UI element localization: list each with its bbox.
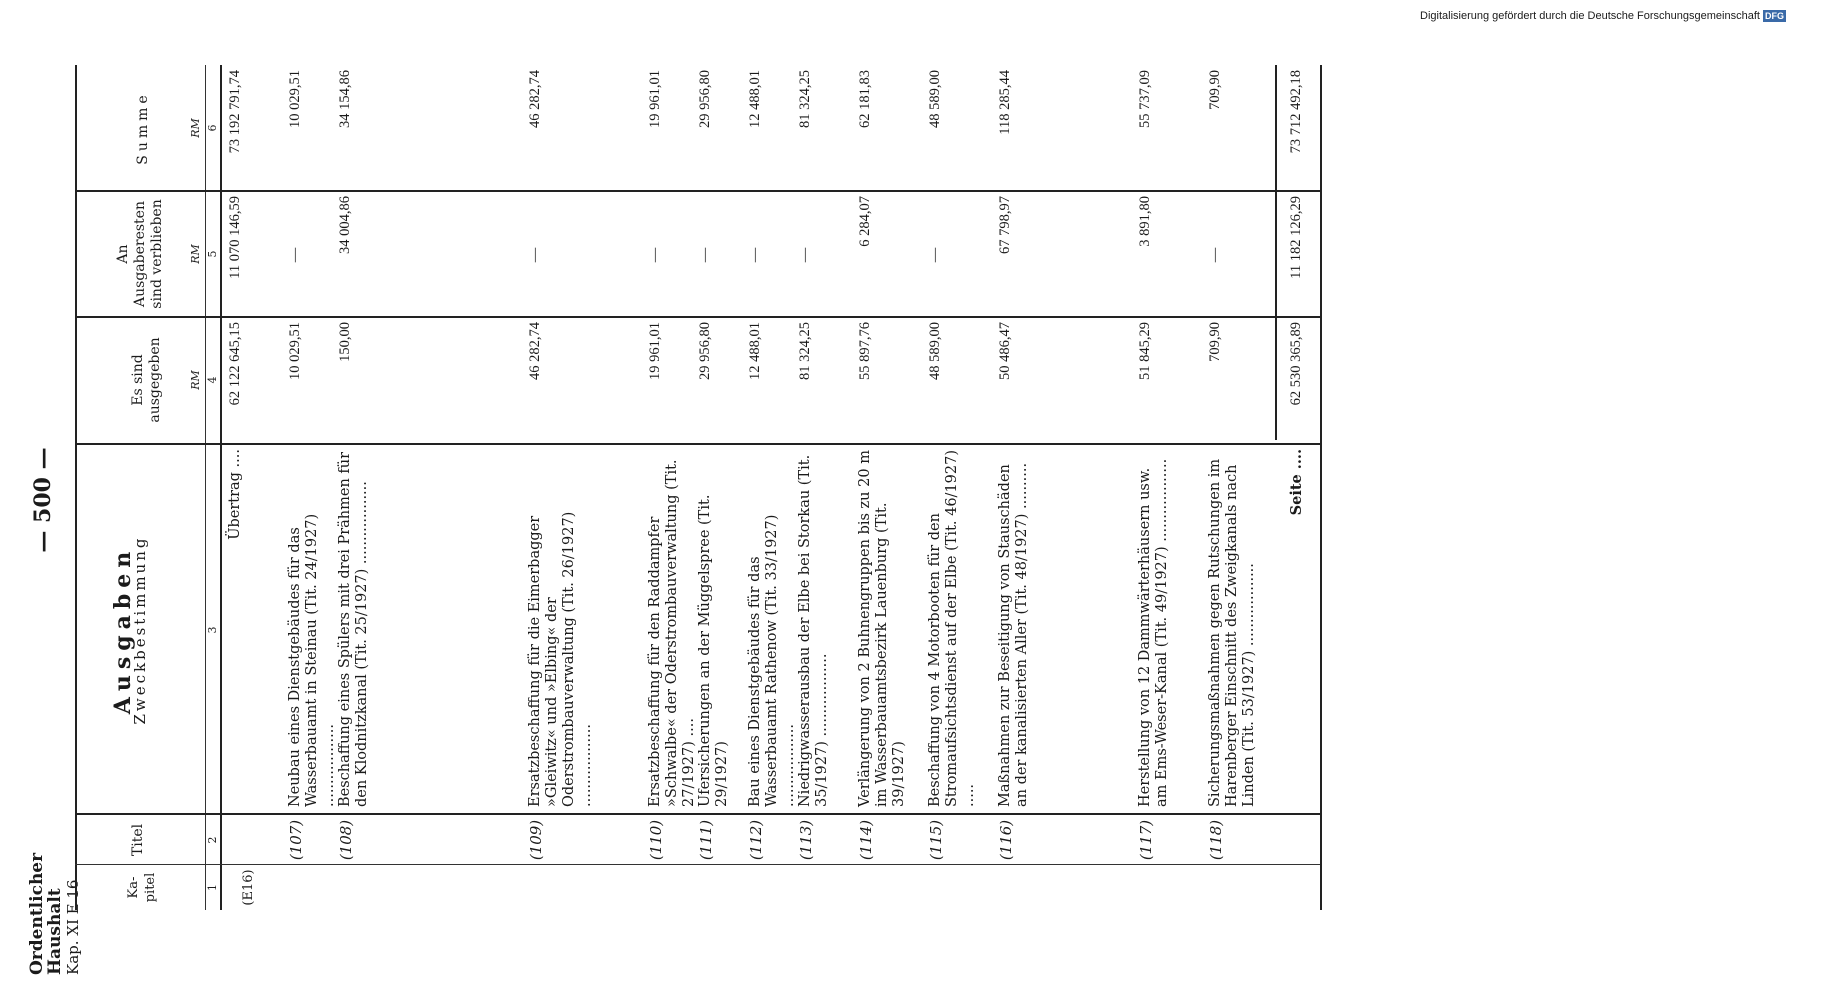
remaining-cell: —: [527, 247, 543, 263]
sum-cell: 12 488,01: [747, 70, 763, 128]
header-ausgaben: [110, 445, 149, 815]
remaining-cell: 6 284,07: [857, 196, 873, 247]
titel-cell: (112): [747, 819, 765, 861]
sum-cell: 34 154,86: [337, 70, 353, 128]
titel-cell: (108): [337, 819, 355, 861]
header-ausgaben-title: Ausgaben: [110, 545, 136, 715]
titel-cell: (116): [997, 819, 1015, 861]
sum-cell: 62 181,83: [857, 70, 873, 128]
spent-cell: 19 961,01: [647, 322, 663, 380]
remaining-cell: —: [697, 247, 713, 263]
spent-cell: 10 029,51: [287, 322, 303, 380]
unit-c4: RM: [189, 370, 202, 390]
purpose-cell: Maßnahmen zur Beseitigung von Stauschäden an der kanalisierten Aller (Tit. 48/1927) ..........: [997, 462, 1030, 807]
titel-cell: (109): [527, 819, 545, 861]
titel-cell: (113): [797, 819, 815, 861]
uebertrag-c5: 11 070 146,59: [227, 196, 243, 279]
remaining-cell: —: [927, 247, 943, 263]
titel-cell: (110): [647, 819, 665, 861]
header-zweck: Zweckbestimmung: [131, 535, 149, 725]
sum-cell: 118 285,44: [997, 70, 1013, 135]
kapitel-value: (E16): [241, 869, 256, 906]
remaining-cell: —: [287, 247, 303, 263]
sum-cell: 29 956,80: [697, 70, 713, 128]
purpose-cell: Niedrigwasserausbau der Elbe bei Storkau (Tit. 35/1927) ..................: [797, 454, 830, 807]
colnum-1: 1: [206, 884, 219, 891]
remaining-cell: —: [647, 247, 663, 263]
purpose-cell: Neubau eines Dienstgebäudes für das Wasserbauamt in Steinau (Tit. 24/1927) ..................: [287, 513, 337, 807]
seite-c5: 11 182 126,29: [1288, 196, 1304, 279]
purpose-cell: Ersatzbeschaffung für den Raddampfer »Schwalbe« der Oderstrombauverwaltung (Tit. 27/1927) ....: [647, 459, 697, 807]
spent-cell: 46 282,74: [527, 322, 543, 380]
colnum-6: 6: [206, 124, 219, 132]
remaining-cell: —: [747, 247, 763, 263]
uebertrag-c4: 62 122 645,15: [227, 322, 243, 406]
colnum-5: 5: [206, 250, 219, 258]
colnum-2: 2: [206, 836, 219, 844]
unit-c6: RM: [189, 118, 202, 138]
purpose-cell: Ersatzbeschaffung für die Eimerbagger »Gleiwitz« und »Elbing« der Oderstrombauverwaltung (Tit. 26/1927) ..................: [527, 511, 594, 807]
colnum-4: 4: [206, 376, 219, 384]
titel-cell: (117): [1137, 819, 1155, 861]
purpose-cell: Verlängerung von 2 Buhnengruppen bis zu 20 m im Wasserbauamtsbezirk Lauenburg (Tit. 39/1927): [857, 450, 907, 807]
budget-title: Ordentlicher Haushalt: [27, 852, 65, 975]
purpose-cell: Herstellung von 12 Dammwärterhäusern usw. am Ems-Weser-Kanal (Tit. 49/1927) ..................: [1137, 458, 1170, 807]
sum-cell: 10 029,51: [287, 70, 303, 128]
colnum-3: 3: [206, 626, 219, 634]
spent-cell: 709,90: [1207, 322, 1223, 362]
sum-cell: 19 961,01: [647, 70, 663, 128]
spent-cell: 81 324,25: [797, 322, 813, 380]
remaining-cell: 34 004,86: [337, 196, 353, 254]
uebertrag-row: [227, 65, 287, 910]
sum-cell: 81 324,25: [797, 70, 813, 128]
purpose-cell: Beschaffung eines Spülers mit drei Prähmen für den Klodnitzkanal (Tit. 25/1927) ..................: [337, 451, 370, 807]
titel-cell: (114): [857, 819, 875, 861]
header-ausgegeben: Es sind ausgegeben: [130, 337, 163, 423]
spent-cell: 51 845,29: [1137, 322, 1153, 380]
purpose-cell: Beschaffung von 4 Motorbooten für den Stromaufsichtsdienst auf der Elbe (Tit. 46/1927) .....: [927, 449, 977, 807]
titel-cell: (111): [697, 819, 715, 861]
seite-c4: 62 530 365,89: [1288, 322, 1304, 406]
spent-cell: 29 956,80: [697, 322, 713, 380]
seite-label: Seite ....: [1288, 449, 1305, 516]
header-kapitel: Ka-pitel: [126, 872, 158, 903]
expenditure-table: [75, 65, 1345, 910]
dfg-logo: DFG: [1764, 11, 1784, 21]
spent-cell: 50 486,47: [997, 322, 1013, 380]
sum-cell: 709,90: [1207, 70, 1223, 110]
purpose-cell: Sicherungsmaßnahmen gegen Rutschungen im Harenberger Einschnitt des Zweigkanals nach Linden (Tit. 53/1927) ..................: [1207, 458, 1257, 807]
header-ausgabereste: An Ausgaberesten sind verblieben: [115, 199, 165, 309]
seite-row: [1280, 65, 1318, 910]
remaining-cell: 3 891,80: [1137, 196, 1153, 247]
chapter-label: Kap. XI E 16: [64, 879, 82, 975]
digitization-text: Digitalisierung gefördert durch die Deutsche Forschungsgemeinschaft: [1420, 10, 1760, 22]
remaining-cell: 67 798,97: [997, 196, 1013, 254]
header-summe: Summe: [135, 91, 151, 165]
titel-cell: (107): [287, 819, 305, 861]
titel-cell: (118): [1207, 819, 1225, 861]
digitization-note: [1420, 10, 1840, 22]
header-titel: Titel: [130, 823, 146, 857]
purpose-cell: Ufersicherungen an der Müggelspree (Tit. 29/1927): [697, 494, 730, 807]
unit-c5: RM: [189, 244, 202, 264]
spent-cell: 12 488,01: [747, 322, 763, 380]
uebertrag-label: Übertrag ....: [227, 449, 243, 540]
sum-cell: 46 282,74: [527, 70, 543, 128]
page-number: — 500 —: [30, 447, 56, 553]
spent-cell: 48 589,00: [927, 322, 943, 380]
header-left: [28, 775, 82, 975]
remaining-cell: —: [1207, 247, 1223, 263]
titel-cell: (115): [927, 819, 945, 861]
spent-cell: 150,00: [337, 322, 353, 362]
sum-cell: 55 737,09: [1137, 70, 1153, 128]
uebertrag-c6: 73 192 791,74: [227, 70, 243, 154]
sum-rule: [1275, 65, 1277, 440]
purpose-cell: Bau eines Dienstgebäudes für das Wasserbauamt Rathenow (Tit. 33/1927) ..................: [747, 514, 797, 807]
table-bottom-rule: [1320, 65, 1322, 910]
spent-cell: 55 897,76: [857, 322, 873, 380]
sum-cell: 48 589,00: [927, 70, 943, 128]
remaining-cell: —: [797, 247, 813, 263]
seite-c6: 73 712 492,18: [1288, 70, 1304, 154]
